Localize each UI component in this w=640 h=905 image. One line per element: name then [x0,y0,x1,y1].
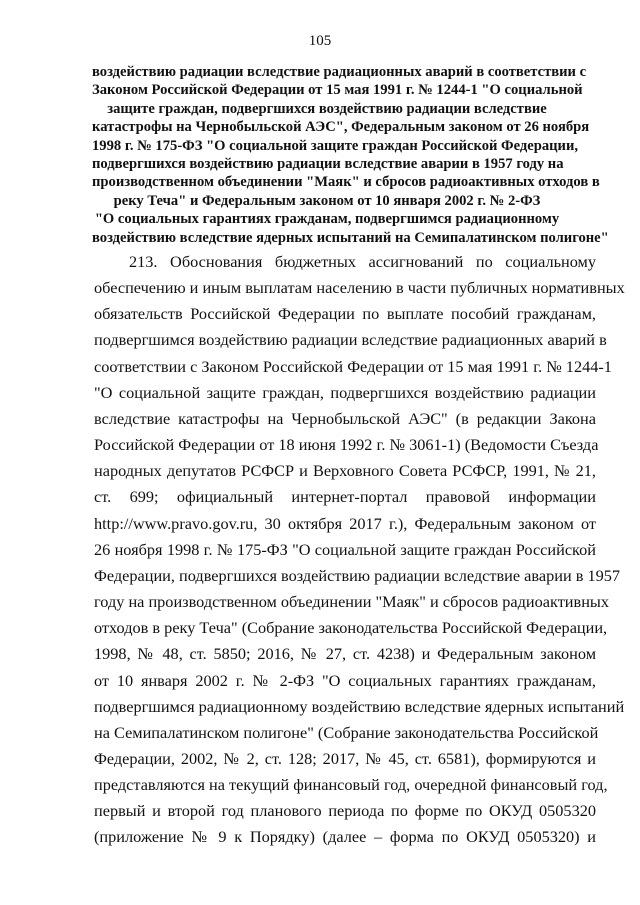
paragraph-line: народных депутатов РСФСР и Верховного Совета РСФСР, 1991, № 21, [94,461,596,481]
paragraph-line: Федерации, подвергшихся воздействию радиации вследствие аварии в 1957 [94,565,621,585]
section-heading [92,63,609,247]
paragraph-line: отходов в реку Теча" (Собрание законодательства Российской Федерации, [94,618,608,638]
paragraph-line: подвергшимся радиационному воздействию вследствие ядерных испытаний [94,696,625,716]
heading-line: Законом Российской Федерации от 15 мая 1991 г. № 1244-1 "О социальной [92,82,583,99]
paragraph-line: 26 ноября 1998 г. № 175-ФЗ "О социальной защите граждан Российской [94,539,596,559]
paragraph-line: от 10 января 2002 г. № 2-ФЗ "О социальных гарантиях гражданам, [94,670,596,690]
paragraph-213 [94,249,625,851]
paragraph-line: 1998, № 48, ст. 5850; 2016, № 27, ст. 4238) и Федеральным законом [94,644,596,664]
paragraph-line: (приложение № 9 к Порядку) (далее – форма по ОКУД 0505320) и [94,827,596,847]
paragraph-line: обязательств Российской Федерации по выплате пособий гражданам, [94,304,596,324]
heading-line: подвергшихся воздействию радиации вследствие аварии в 1957 году на [92,156,564,173]
paragraph-line: "О социальной защите граждан, подвергшихся воздействию радиации [94,382,596,402]
paragraph-line: обеспечению и иным выплатам населению в части публичных нормативных [94,278,625,298]
heading-line: производственном объединении "Маяк" и сбросов радиоактивных отходов в [92,174,600,191]
paragraph-line: подвергшимся воздействию радиации вследствие радиационных аварий в [94,330,607,350]
paragraph-line: вследствие катастрофы на Чернобыльской АЭС" (в редакции Закона [94,408,596,428]
paragraph-line: 213. Обоснования бюджетных ассигнований по социальному [129,252,596,271]
paragraph-line: Российской Федерации от 18 июня 1992 г. № 3061-1) (Ведомости Съезда [94,435,599,455]
paragraph-line: году на производственном объединении "Маяк" и сбросов радиоактивных [94,592,610,612]
heading-line: 1998 г. № 175-ФЗ "О социальной защите граждан Российской Федерации, [92,137,579,154]
heading-line: реку Теча" и Федеральным законом от 10 января 2002 г. № 2-ФЗ [113,192,541,209]
paragraph-line: представляются на текущий финансовый год, очередной финансовый год, [94,775,608,795]
paragraph-line: Федерации, 2002, № 2, ст. 128; 2017, № 45, ст. 6581), формируются и [94,748,596,768]
heading-line: воздействию радиации вследствие радиационных аварий в соответствии с [92,64,587,80]
heading-line: воздействию вследствие ядерных испытаний на Семипалатинском полигоне" [92,229,609,246]
heading-line: катастрофы на Чернобыльской АЭС", Федеральным законом от 26 ноября [92,119,590,136]
paragraph-line: ст. 699; официальный интернет-портал правовой информации [94,487,596,507]
paragraph-line: http://www.pravo.gov.ru, 30 октября 2017 г.), Федеральным законом от [94,513,596,533]
paragraph-line: на Семипалатинском полигоне" (Собрание законодательства Российской [94,722,599,742]
heading-line: "О социальных гарантиях гражданам, подвергшимся радиационному [94,211,560,228]
heading-line: защите граждан, подвергшихся воздействию радиации вследствие [107,100,547,117]
page-number: 105 [308,33,332,49]
paragraph-line: соответствии с Законом Российской Федерации от 15 мая 1991 г. № 1244-1 [94,356,612,376]
paragraph-line: первый и второй год планового периода по форме по ОКУД 0505320 [94,801,596,821]
